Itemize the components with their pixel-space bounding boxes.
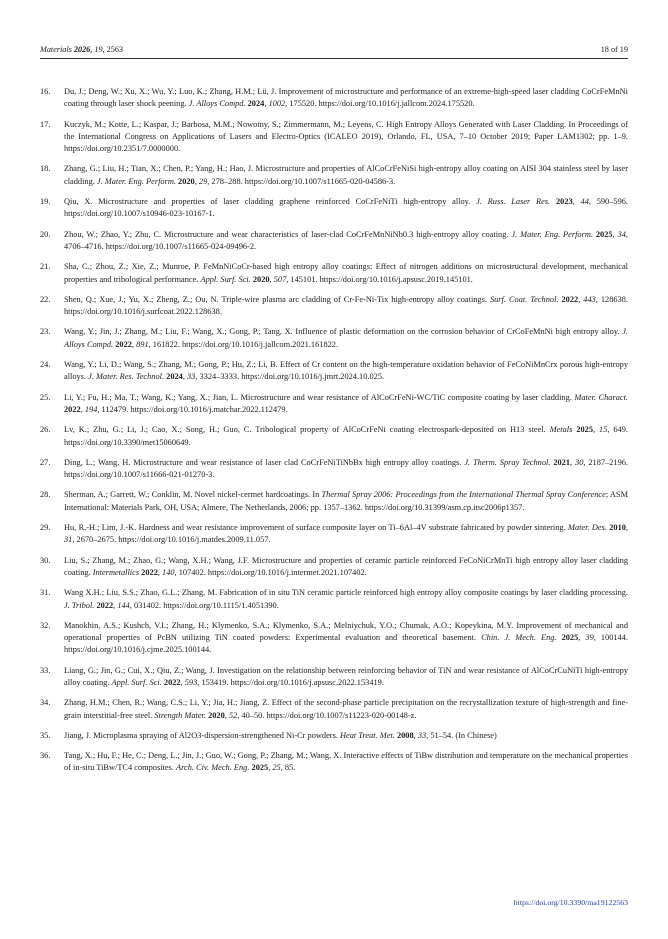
reference-item bbox=[40, 555, 628, 580]
article-doi-link[interactable]: https://doi.org/10.3390/ma19122563 bbox=[513, 898, 628, 907]
reference-number: 20. bbox=[40, 229, 51, 239]
reference-list bbox=[40, 86, 628, 775]
page-number: 18 of 19 bbox=[600, 44, 628, 54]
reference-number: 33. bbox=[40, 665, 51, 675]
reference-item bbox=[40, 229, 628, 254]
reference-text: Ding, L.; Wang, H. Microstructure and wear resistance of laser clad CoCrFeNiTiNbBx high entropy alloy coatings. J. Therm. Spray Technol. 2021, 30, 2187–2196. https://doi.org/10.1007/s11666-021-01270-3. bbox=[64, 457, 629, 480]
reference-item bbox=[40, 730, 628, 742]
reference-item bbox=[40, 359, 628, 384]
reference-item bbox=[40, 163, 628, 188]
reference-number: 19. bbox=[40, 197, 51, 207]
reference-number: 35. bbox=[40, 730, 51, 740]
reference-item bbox=[40, 489, 628, 514]
reference-item bbox=[40, 392, 628, 417]
reference-number: 21. bbox=[40, 262, 51, 272]
reference-text: Tang, X.; Hu, F.; He, C.; Deng, L.; Jin, J.; Guo, W.; Gong, P.; Zhang, M.; Wang, X. Interactive effects of TiBw distribution and temperature on the mechanical properties of in-situ TiBw/TC4 composites. Arch. Civ. Mech. Eng. 2025, 25, 85. bbox=[64, 751, 628, 773]
journal-citation: Materials 2026, 19, 2563 bbox=[40, 44, 124, 54]
reference-text: Kuczyk, M.; Kotte, L.; Kaspar, J.; Barbosa, M.M.; Nowotny, S.; Zimmermann, M.; Leyens, C. High Entropy Alloys Generated with Laser Cladding. In Proceedings of the International Congress on Applications of Lasers and Electro-Optics (ICALEO 2019), Orlando, FL, USA, 7–10 October 2019; Paper LAM1302; pp. 1–9. https://doi.org/10.2351/7.0000000. bbox=[64, 119, 628, 154]
reference-item bbox=[40, 522, 628, 547]
reference-text: Sha, C.; Zhou, Z.; Xie, Z.; Munroe, P. FeMnNiCoCr-based high entropy alloy coatings: Effect of nitrogen additions on microstructural development, mechanical properties and tribological performance. Appl. Surf. Sci. 2020, 507, 145101. https://doi.org/10.1016/j.apsusc.2019.145101. bbox=[64, 262, 628, 284]
reference-number: 30. bbox=[40, 555, 51, 565]
reference-text: Zhou, W.; Zhao, Y.; Zhu, C. Microstructure and wear characteristics of laser-clad CoCrFeMnNiNb0.3 high-entropy alloy coating. J. Mater. Eng. Perform. 2025, 34, 4706–4716. https://doi.org/10.1007/s11665-024-09496-2. bbox=[64, 229, 628, 251]
reference-number: 27. bbox=[40, 457, 51, 467]
reference-item bbox=[40, 587, 628, 612]
reference-text: Liang, G.; Jin, G.; Cui, X.; Qiu, Z.; Wang, J. Investigation on the relationship between reinforcing behavior of TiN and wear resistance of AlCoCrCuNiTi high-entropy alloy coating. Appl. Surf. Sci. 2022, 593, 153419. https://doi.org/10.1016/j.apsusc.2022.153419. bbox=[64, 665, 628, 687]
reference-number: 34. bbox=[40, 698, 51, 708]
page-header bbox=[40, 42, 628, 56]
reference-text: Zhang, G.; Liu, H.; Tian, X.; Chen, P.; Yang, H.; Hao, J. Microstructure and properties of AlCoCrFeNiSi high-entropy alloy coating on AISI 304 stainless steel by laser cladding. J. Mater. Eng. Perform. 2020, 29, 278–288. https://doi.org/10.1007/s11665-020-04586-3. bbox=[64, 164, 628, 186]
reference-number: 26. bbox=[40, 425, 51, 435]
reference-item bbox=[40, 424, 628, 449]
reference-number: 32. bbox=[40, 620, 51, 630]
reference-item bbox=[40, 196, 628, 221]
reference-item bbox=[40, 261, 628, 286]
reference-text: Wang, Y.; Jin, J.; Zhang, M.; Liu, F.; Wang, X.; Gong, P.; Tang, X. Influence of plastic deformation on the corrosion behavior of CrCoFeMnNi high entropy alloy. J. Alloys Compd. 2022, 891, 161822. https://doi.org/10.1016/j.jallcom.2021.161822. bbox=[64, 327, 628, 349]
reference-text: Wang X.H.; Liu, S.S.; Zhao, G.L.; Zhang, M. Fabrication of in situ TiN ceramic particle reinforced high entropy alloy composite coatings by laser cladding processing. J. Tribol. 2022, 144, 031402. https://doi.org/10.1115/1.4051390. bbox=[64, 588, 628, 610]
reference-text: Qiu, X. Microstructure and properties of laser cladding graphene reinforced CoCrFeNiTi high-entropy alloy. J. Russ. Laser Res. 2023, 44, 590–596. https://doi.org/10.1007/s10946-023-10167-1. bbox=[64, 197, 628, 219]
reference-text: Shen, Q.; Xue, J.; Yu, X.; Zheng, Z.; Ou, N. Triple-wire plasma arc cladding of Cr-Fe-Ni-Tix high-entropy alloy coatings. Surf. Coat. Technol. 2022, 443, 128638. https://doi.org/10.1016/j.surfcoat.2022.128638. bbox=[64, 294, 629, 317]
header-rule bbox=[40, 58, 628, 59]
reference-text: Lv, K.; Zhu, G.; Li, J.; Cao, X.; Song, H.; Guo, C. Tribological property of AlCoCrFeNi coating electrospark-deposited on H13 steel. Metals 2025, 15, 649. https://doi.org/10.3390/met15060649. bbox=[64, 425, 629, 447]
reference-number: 29. bbox=[40, 523, 51, 533]
reference-text: Liu, S.; Zhang, M.; Zhao, G.; Wang, X.H.; Wang, J.F. Microstructure and properties of ceramic particle reinforced FeCoNiCrMnTi high entropy alloy laser cladding coating. Intermetallics 2022, 140, 107402. https://doi.org/10.1016/j.intermet.2021.107402. bbox=[64, 555, 628, 577]
reference-text: Jiang, J. Microplasma spraying of Al2O3-dispersion-strengthened Ni-Cr powders. Heat Treat. Met. 2008, 33, 51–54. (In Chinese) bbox=[64, 730, 497, 740]
reference-item bbox=[40, 294, 628, 319]
reference-number: 17. bbox=[40, 119, 51, 129]
reference-item bbox=[40, 620, 628, 657]
reference-number: 22. bbox=[40, 294, 51, 304]
reference-item bbox=[40, 119, 628, 156]
reference-number: 16. bbox=[40, 87, 51, 96]
reference-text: Sherman, A.; Garrett, W.; Conklin, M. Novel nickel-cermet hardcoatings. In Thermal Spray 2006: Proceedings from the International Thermal Spray Conference; ASM International: Materials Park, OH, USA; Almere, The Netherlands, 2006; pp. 1357–1362. https://doi.org/10.31399/asm.cp.itsc2006p1357. bbox=[64, 490, 628, 512]
reference-text: Manokhin, A.S.; Kushch, V.I.; Zhang, H.; Klymenko, S.A.; Klymenko, S.A.; Melniychuk, Y.O.; Chumak, A.O.; Kopeykina, M.Y. Improvement of mechanical and operational properties of PcBN utilizing TiN coated powders: Experimental evaluation and theoretical basement. Chin. J. Mech. Eng. 2025, 39, 100144. https://doi.org/10.1016/j.cjme.2025.100144. bbox=[64, 620, 628, 655]
reference-number: 31. bbox=[40, 588, 51, 598]
reference-number: 28. bbox=[40, 490, 51, 500]
reference-item bbox=[40, 750, 628, 775]
reference-item bbox=[40, 326, 628, 351]
reference-text: Hu, R.-H.; Lim, J.-K. Hardness and wear resistance improvement of surface composite layer on Ti–6Al–4V substrate fabricated by powder sintering. Mater. Des. 2010, 31, 2670–2675. https://doi.org/10.1016/j.matdes.2009.11.057. bbox=[64, 523, 629, 545]
reference-number: 24. bbox=[40, 360, 51, 370]
reference-text: Zhang, H.M.; Chen, R.; Wang, C.S.; Li, Y.; Jia, H.; Jiang, Z. Effect of the second-phase particle precipitation on the recrystallization texture of high-strength and fine-grain interstitial-free steel. Strength Mater. 2020, 52, 40–50. https://doi.org/10.1007/s11223-020-00148-z. bbox=[64, 698, 628, 720]
reference-number: 18. bbox=[40, 164, 51, 174]
reference-item bbox=[40, 457, 628, 482]
reference-item bbox=[40, 86, 628, 111]
reference-number: 25. bbox=[40, 392, 51, 402]
reference-number: 36. bbox=[40, 751, 51, 761]
reference-text: Li, Y.; Fu, H.; Ma, T.; Wang, K.; Yang, X.; Jian, L. Microstructure and wear resistance of AlCoCrFeNi-WC/TiC composite coating by laser cladding. Mater. Charact. 2022, 194, 112479. https://doi.org/10.1016/j.matchar.2022.112479. bbox=[64, 392, 628, 414]
reference-item bbox=[40, 697, 628, 722]
reference-item bbox=[40, 665, 628, 690]
reference-text: Du, J.; Deng, W.; Xu, X.; Wu, Y.; Luo, K.; Zhang, H.M.; Lü, J. Improvement of microstructure and performance of an extreme-high-speed laser cladding CoCrFeMnNi coating through laser shock peening. J. Alloys Compd. 2024, 1002, 175520. https://doi.org/10.1016/j.jallcom.2024.175520. bbox=[64, 87, 628, 109]
reference-text: Wang, Y.; Li, D.; Wang, S.; Zhang, M.; Gong, P.; Hu, Z.; Li, B. Effect of Cr content on the high-temperature oxidation behavior of FeCoNiMnCrx porous high-entropy alloys. J. Mater. Res. Technol. 2024, 33, 3324–3333. https://doi.org/10.1016/j.jmrt.2024.10.025. bbox=[64, 360, 628, 382]
reference-number: 23. bbox=[40, 327, 51, 337]
